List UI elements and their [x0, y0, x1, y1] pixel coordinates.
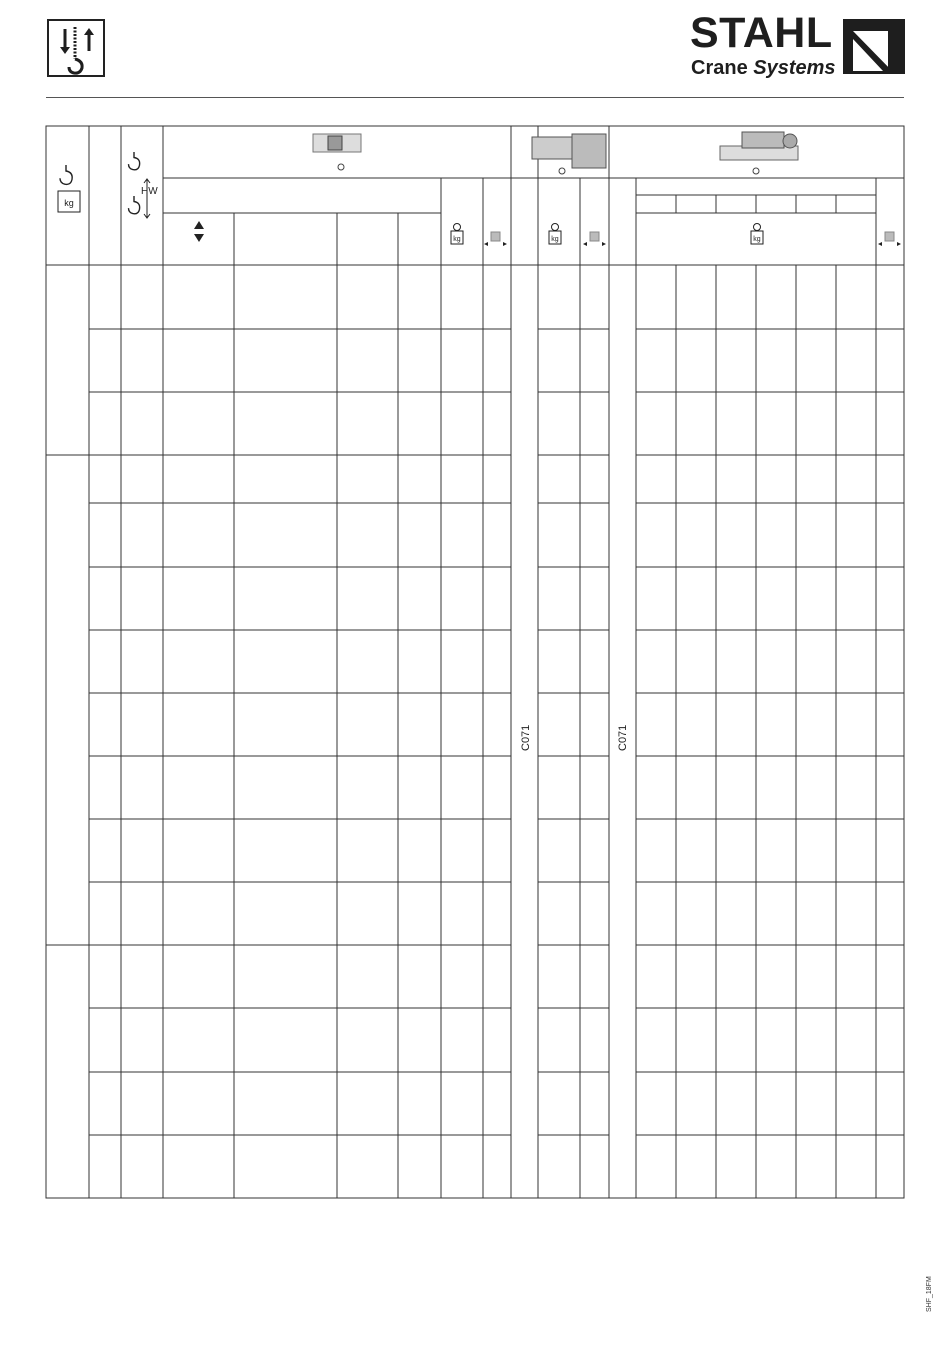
- logo-word: STAHL: [690, 9, 833, 57]
- hoist-drawing-motor: [328, 136, 342, 150]
- crab-drawing-motor: [742, 132, 784, 148]
- trolley-weight-icon-text: kg: [551, 236, 559, 243]
- crab-drawing-wheel: [783, 134, 797, 148]
- crab-rail-icon: [885, 232, 894, 241]
- hoist-weight-icon-text: kg: [453, 236, 461, 243]
- table-border: [46, 126, 904, 1198]
- crab-drawing-hook: [753, 168, 759, 174]
- trolley-rail-icon-arrows: [583, 242, 606, 246]
- crab-weight-icon-text: kg: [753, 236, 761, 243]
- trolley-code-2: C071: [617, 724, 629, 751]
- lift-hook-top-icon: [129, 152, 140, 170]
- load-weight-kg: kg: [64, 198, 74, 208]
- load-hook-icon: [60, 165, 72, 184]
- trolley-drawing-hook: [559, 168, 565, 174]
- trolley-code-1: C071: [520, 724, 532, 751]
- hoist-rail-icon: [491, 232, 500, 241]
- crab-rail-icon-arrows: [878, 242, 901, 246]
- crab-weight-icon-ring: [754, 224, 761, 231]
- trolley-drawing-motor: [572, 134, 606, 168]
- trolley-rail-icon: [590, 232, 599, 241]
- table-grid-lines: [46, 126, 904, 1198]
- document-code: SHF_18FM: [926, 1276, 933, 1312]
- lift-hook-bottom-icon: [129, 196, 140, 214]
- lift-height-arrow-icon: [144, 179, 150, 218]
- trolley-weight-icon-ring: [552, 224, 559, 231]
- speed-arrows-icon: [194, 221, 204, 242]
- logo-sub-crane: Crane: [691, 57, 748, 79]
- logo-sub-systems: Systems: [753, 57, 836, 79]
- hoist-drawing-hook: [338, 164, 344, 170]
- hoist-weight-icon-ring: [454, 224, 461, 231]
- table-header-icons: [58, 132, 901, 246]
- hoist-rail-icon-arrows: [484, 242, 507, 246]
- hw-label: HW: [141, 186, 158, 197]
